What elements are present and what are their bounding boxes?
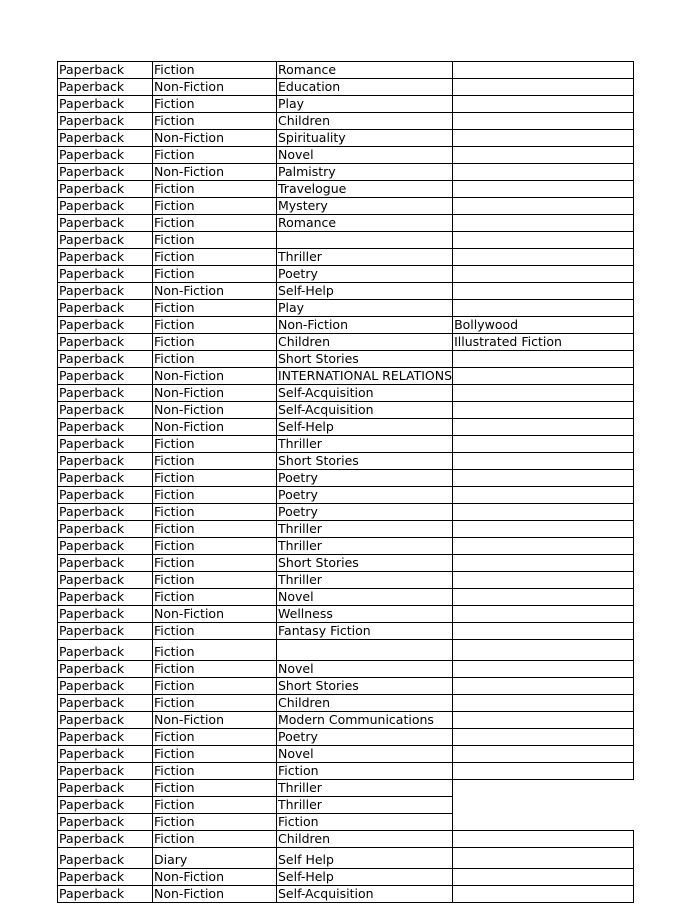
table-cell: Novel [277,147,453,164]
table-cell: Fiction [153,249,277,266]
table-cell: Fiction [153,487,277,504]
table-cell: Self-Acquisition [277,886,453,903]
table-cell: Self-Help [277,869,453,886]
table-cell: Fiction [153,181,277,198]
table-row [58,504,634,521]
table-row [58,640,634,661]
table-cell: Fiction [153,538,277,555]
table-cell [453,606,634,623]
table-cell: Fiction [153,198,277,215]
table-cell: Paperback [58,712,153,729]
table-cell: Self-Help [277,283,453,300]
table-row [58,538,634,555]
table-cell: Fiction [153,678,277,695]
table-cell: Paperback [58,300,153,317]
table-cell: Poetry [277,504,453,521]
table-row [58,589,634,606]
table-cell [453,572,634,589]
table-cell: Non-Fiction [153,79,277,96]
table-cell: Paperback [58,869,153,886]
table-cell: Paperback [58,589,153,606]
table-cell: Paperback [58,249,153,266]
table-cell [453,678,634,695]
table-cell [453,886,634,903]
table-row [58,215,634,232]
table-cell [453,661,634,678]
table-cell: Paperback [58,555,153,572]
table-cell: Fiction [153,62,277,79]
table-cell: Non-Fiction [153,130,277,147]
table-row [58,300,634,317]
table-cell: Modern Communications [277,712,453,729]
table-cell: Poetry [277,729,453,746]
table-cell: Children [277,334,453,351]
table-cell: Paperback [58,385,153,402]
table-cell: Spirituality [277,130,453,147]
table-row [58,368,634,385]
table-cell: Children [277,113,453,130]
table-cell: Fiction [153,334,277,351]
table-cell: Fiction [153,831,277,848]
table-cell [453,453,634,470]
table-row [58,746,634,763]
table-cell: Fiction [153,555,277,572]
table-cell: Paperback [58,538,153,555]
table-cell: Paperback [58,266,153,283]
table-cell: INTERNATIONAL RELATIONS [278,368,453,383]
table-cell [453,869,634,886]
table-row [58,572,634,589]
table-cell: Paperback [58,797,153,814]
table-cell [453,538,634,555]
table-cell: Wellness [277,606,453,623]
table-row [58,869,634,886]
table-cell: Non-Fiction [153,283,277,300]
table-row [58,283,634,300]
table-cell [453,130,634,147]
table-cell: Fiction [153,300,277,317]
table-cell: Paperback [58,232,153,249]
table-cell: Short Stories [277,678,453,695]
table-cell: Paperback [58,147,153,164]
table-row [58,96,634,113]
table-row [58,780,634,797]
table-cell: Paperback [58,678,153,695]
table-cell [453,848,634,869]
table-row [58,232,634,249]
table-cell [277,640,453,661]
table-cell [453,419,634,436]
table-cell [453,300,634,317]
table-cell [453,712,634,729]
table-cell: Paperback [58,695,153,712]
table-cell [453,763,634,780]
table-row [58,249,634,266]
table-cell [453,436,634,453]
table-cell: Fiction [153,640,277,661]
table-cell [453,266,634,283]
table-cell: Play [277,96,453,113]
table-cell: Children [277,831,453,848]
table-cell: Paperback [58,814,153,831]
table-cell: Paperback [58,623,153,640]
table-row [58,886,634,903]
table-cell: Paperback [58,402,153,419]
table-cell [453,623,634,640]
table-row [58,351,634,368]
table-row [58,266,634,283]
table-cell: Novel [277,661,453,678]
table-cell [453,831,634,848]
table-cell [453,640,634,661]
table-cell: Paperback [58,661,153,678]
table-cell: Fiction [153,763,277,780]
table-cell: Thriller [277,572,453,589]
table-cell: Non-Fiction [153,368,277,385]
table-cell [453,521,634,538]
table-cell: Non-Fiction [153,869,277,886]
table-cell: Fiction [277,814,453,831]
table-cell: Thriller [277,436,453,453]
table-cell [453,96,634,113]
table-cell: Paperback [58,368,153,385]
table-cell: Self Help [277,848,453,869]
table-cell [453,147,634,164]
table-cell: Paperback [58,79,153,96]
table-row [58,181,634,198]
table-cell [453,402,634,419]
table-cell: Fiction [153,623,277,640]
table-cell: Thriller [277,249,453,266]
table-cell: Self-Acquisition [277,385,453,402]
table-cell: Paperback [58,317,153,334]
table-cell: Non-Fiction [153,606,277,623]
table-cell [453,797,634,814]
table-cell: Non-Fiction [153,164,277,181]
table-cell: Short Stories [277,351,453,368]
table-cell: Romance [277,62,453,79]
table-cell: Travelogue [277,181,453,198]
table-cell: Fiction [277,763,453,780]
table-cell: Short Stories [277,453,453,470]
table-cell: Fiction [153,521,277,538]
table-row [58,678,634,695]
table-cell: Paperback [58,746,153,763]
table-row [58,848,634,869]
table-cell: Paperback [58,780,153,797]
table-cell [453,470,634,487]
table-cell: Novel [277,746,453,763]
table-cell: Poetry [277,487,453,504]
table-cell: Paperback [58,487,153,504]
table-cell: Paperback [58,215,153,232]
table-cell: Fiction [153,453,277,470]
table-row [58,487,634,504]
table-cell: Paperback [58,62,153,79]
table-cell [453,181,634,198]
table-cell [453,232,634,249]
table-cell: Fiction [153,232,277,249]
table-cell: Fiction [153,572,277,589]
table-cell [453,351,634,368]
table-cell: Fiction [153,351,277,368]
table-cell: Bollywood [453,317,634,334]
table-body [58,62,634,903]
table-row [58,334,634,351]
table-cell: Non-Fiction [153,712,277,729]
table-row [58,814,634,831]
table-row [58,555,634,572]
table-cell: Fantasy Fiction [277,623,453,640]
table-cell: Thriller [277,538,453,555]
table-cell [453,487,634,504]
table-cell: Self-Help [277,419,453,436]
table-cell: Paperback [58,470,153,487]
table-cell: Paperback [58,504,153,521]
table-cell: Fiction [153,470,277,487]
table-cell: Paperback [58,640,153,661]
table-cell: Fiction [153,589,277,606]
table-cell [453,215,634,232]
table-cell: Non-Fiction [153,886,277,903]
spreadsheet-table [57,61,634,903]
table-row [58,79,634,96]
table-cell: Paperback [58,181,153,198]
table-cell: Paperback [58,130,153,147]
table-row [58,712,634,729]
table-cell: Fiction [153,746,277,763]
table-row [58,797,634,814]
table-cell: Fiction [153,147,277,164]
table-cell [453,164,634,181]
table-row [58,419,634,436]
table-cell: Paperback [58,521,153,538]
table-cell: Education [277,79,453,96]
table-cell [453,729,634,746]
table-row [58,623,634,640]
table-cell [453,62,634,79]
table-row [58,606,634,623]
table-cell [453,79,634,96]
table-cell: Fiction [153,780,277,797]
table-cell: Romance [277,215,453,232]
table-cell [277,232,453,249]
table-cell: Self-Acquisition [277,402,453,419]
table-cell: Fiction [153,96,277,113]
table-cell: Paperback [58,763,153,780]
table-cell: Non-Fiction [153,402,277,419]
table-cell: Paperback [58,729,153,746]
table-cell: Paperback [58,419,153,436]
table-cell: Thriller [277,780,453,797]
table-cell: Children [277,695,453,712]
table-cell: Fiction [153,317,277,334]
table-row [58,317,634,334]
table-cell [453,368,634,385]
table-cell: Paperback [58,113,153,130]
table-cell: Fiction [153,814,277,831]
table-cell [453,555,634,572]
table-cell [453,113,634,130]
table-row [58,62,634,79]
table-cell: Fiction [153,729,277,746]
table-cell [453,283,634,300]
table-row [58,470,634,487]
table-cell: Play [277,300,453,317]
table-row [58,402,634,419]
table-cell: Paperback [58,351,153,368]
table-cell: Paperback [58,164,153,181]
table-cell [453,814,634,831]
table-cell: Non-Fiction [277,317,453,334]
table-cell [453,746,634,763]
table-cell: Fiction [153,266,277,283]
table-cell: Novel [277,589,453,606]
table-cell: Paperback [58,96,153,113]
table-cell: Paperback [58,831,153,848]
table-cell [453,695,634,712]
table-cell: Paperback [58,453,153,470]
table-cell: Thriller [277,521,453,538]
table-cell: Paperback [58,198,153,215]
table-cell [453,504,634,521]
table-row [58,695,634,712]
table-row [58,521,634,538]
table-cell [453,385,634,402]
table-row [58,164,634,181]
table-cell: Paperback [58,848,153,869]
table-cell: Thriller [277,797,453,814]
table-row [58,729,634,746]
table-cell: Paperback [58,436,153,453]
table-cell: Paperback [58,606,153,623]
table-cell: Fiction [153,797,277,814]
table-row [58,113,634,130]
table-cell [453,249,634,266]
table-cell: Fiction [153,504,277,521]
table-cell [453,780,634,797]
table-cell: Paperback [58,283,153,300]
table-cell: Fiction [153,661,277,678]
table-row [58,385,634,402]
table-cell [453,589,634,606]
table-cell: Non-Fiction [153,419,277,436]
table-cell: Paperback [58,334,153,351]
table-cell: Mystery [277,198,453,215]
table-cell: Paperback [58,886,153,903]
table-cell: Poetry [277,470,453,487]
table-cell: Fiction [153,436,277,453]
table-row [58,147,634,164]
table-row [58,763,634,780]
table-cell: Poetry [277,266,453,283]
table-cell [453,198,634,215]
table-row [58,130,634,147]
table-cell: Fiction [153,695,277,712]
table-cell: Palmistry [277,164,453,181]
table-row [58,661,634,678]
table-row [58,436,634,453]
table-cell: Illustrated Fiction [453,334,634,351]
table-cell: Fiction [153,113,277,130]
table-cell: Paperback [58,572,153,589]
table-cell: Fiction [153,215,277,232]
table-row [58,198,634,215]
table-row [58,453,634,470]
table-cell: Non-Fiction [153,385,277,402]
table-row [58,831,634,848]
table-cell: Diary [153,848,277,869]
table-cell: Short Stories [277,555,453,572]
